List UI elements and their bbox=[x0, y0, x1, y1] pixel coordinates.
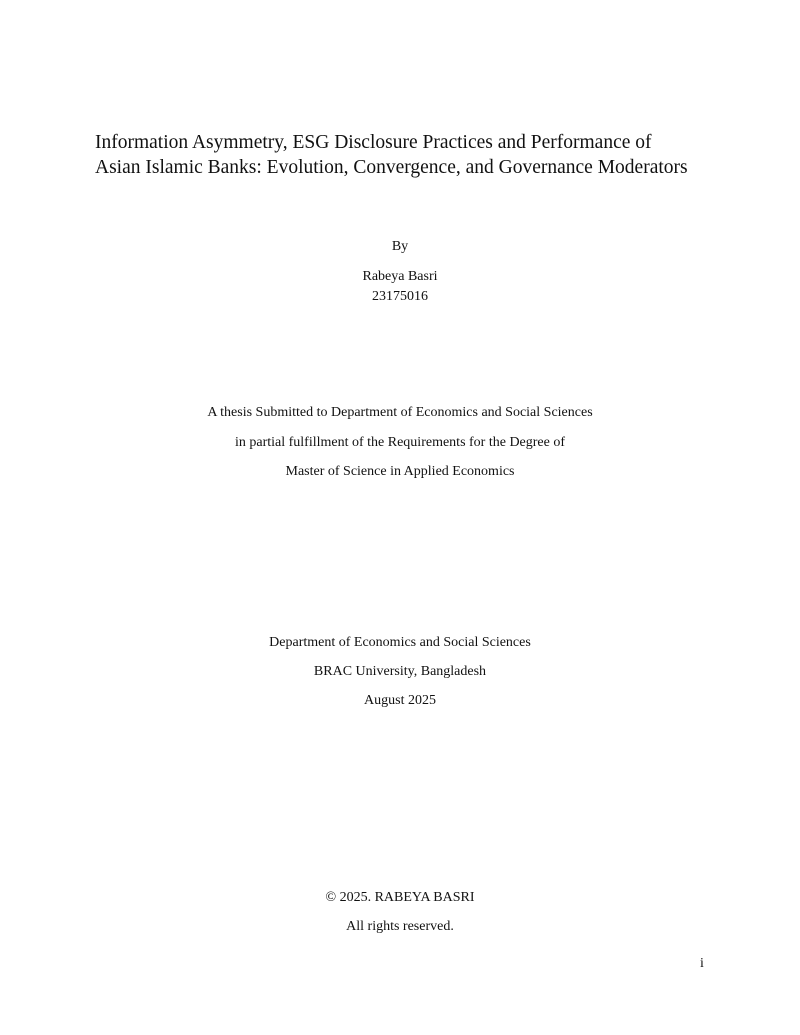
student-id: 23175016 bbox=[372, 289, 428, 304]
submission-date: August 2025 bbox=[364, 693, 436, 708]
rights-reserved: All rights reserved. bbox=[346, 919, 454, 934]
thesis-title-line-1: Information Asymmetry, ESG Disclosure Practices and Performance of bbox=[95, 132, 652, 153]
university-name: BRAC University, Bangladesh bbox=[313, 664, 487, 679]
thesis-title-line-2: Asian Islamic Banks: Evolution, Convergence, and Governance Moderators bbox=[95, 157, 688, 178]
submission-line-1: A thesis Submitted to Department of Economics and Social Sciences bbox=[207, 405, 593, 420]
by-label: By bbox=[391, 239, 409, 254]
department-name: Department of Economics and Social Sciences bbox=[269, 635, 531, 650]
page-number: i bbox=[700, 956, 704, 971]
copyright-notice: © 2025. RABEYA BASRI bbox=[325, 890, 475, 905]
thesis-title bbox=[95, 130, 735, 180]
author-name: Rabeya Basri bbox=[362, 269, 438, 284]
degree-name: Master of Science in Applied Economics bbox=[285, 464, 515, 479]
submission-line-2: in partial fulfillment of the Requirements for the Degree of bbox=[234, 435, 566, 450]
